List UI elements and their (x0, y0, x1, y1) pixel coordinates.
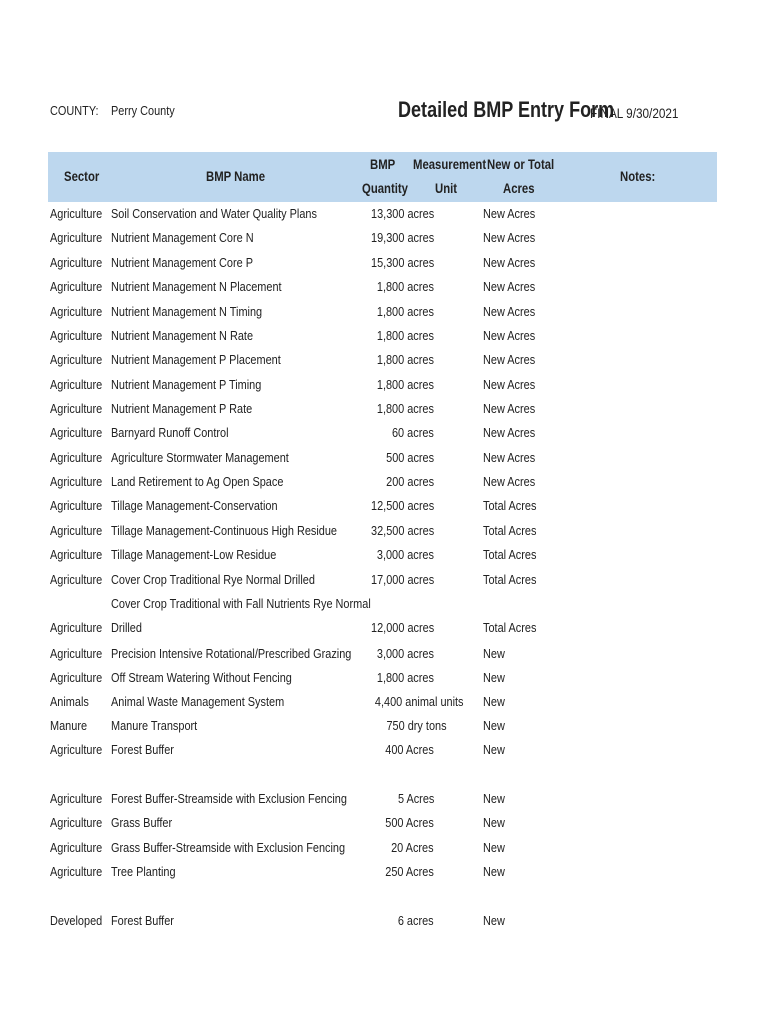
cell-sector: Developed (50, 913, 103, 928)
cell-sector: Agriculture (50, 352, 103, 367)
cell-quantity: 200 acres (386, 474, 434, 489)
cell-sector: Agriculture (50, 840, 103, 855)
cell-quantity: 1,800 acres (376, 401, 434, 416)
col-notes: Notes: (620, 169, 656, 184)
cell-sector: Agriculture (50, 523, 103, 538)
table-row (0, 206, 770, 224)
cell-bmp-name: Cover Crop Traditional Rye Normal Drilled (111, 572, 315, 587)
cell-sector: Agriculture (50, 498, 103, 513)
cell-new-total: New Acres (483, 377, 536, 392)
col-new-total-line2: Acres (503, 181, 535, 196)
cell-quantity: 3,000 acres (376, 547, 434, 562)
col-bmp-quantity-line1: BMP (370, 157, 396, 172)
cell-sector: Agriculture (50, 474, 103, 489)
cell-quantity: 4,400 animal units (375, 694, 464, 709)
cell-new-total: New Acres (483, 255, 536, 270)
cell-bmp-name: Forest Buffer (111, 913, 174, 928)
cell-new-total: New (483, 718, 505, 733)
cell-bmp-name: Forest Buffer (111, 742, 174, 757)
cell-sector: Agriculture (50, 425, 103, 440)
table-row (0, 670, 770, 688)
final-date: FINAL 9/30/2021 (590, 105, 679, 121)
cell-quantity: 500 Acres (385, 815, 434, 830)
cell-new-total: New Acres (483, 352, 536, 367)
cell-bmp-name: Nutrient Management Core P (111, 255, 254, 270)
cell-sector: Agriculture (50, 279, 103, 294)
cell-sector: Agriculture (50, 646, 103, 661)
cell-new-total: New Acres (483, 328, 536, 343)
table-row (0, 646, 770, 664)
cell-new-total: New (483, 913, 505, 928)
col-measurement-unit-line1: Measurement (413, 157, 487, 172)
table-row (0, 401, 770, 419)
cell-quantity: 19,300 acres (370, 230, 434, 245)
county-label: COUNTY: (50, 103, 99, 118)
cell-quantity: 5 Acres (397, 791, 434, 806)
table-row (0, 352, 770, 370)
table-row (0, 742, 770, 760)
cell-bmp-name: Nutrient Management N Placement (111, 279, 282, 294)
table-row (0, 377, 770, 395)
col-measurement-unit-line2: Unit (435, 181, 458, 196)
cell-sector: Agriculture (50, 620, 103, 635)
col-new-total-line1: New or Total (487, 157, 555, 172)
cell-quantity: 500 acres (386, 450, 434, 465)
table-row (0, 255, 770, 273)
cell-bmp-name: Precision Intensive Rotational/Prescribed Grazing (111, 646, 352, 661)
cell-quantity: 6 acres (398, 913, 434, 928)
county-value: Perry County (111, 103, 175, 118)
cell-sector: Agriculture (50, 547, 103, 562)
cell-new-total: New Acres (483, 304, 536, 319)
cell-quantity: 3,000 acres (376, 646, 434, 661)
cell-sector: Agriculture (50, 230, 103, 245)
cell-bmp-name: Grass Buffer (111, 815, 173, 830)
table-row (0, 279, 770, 297)
cell-new-total: New (483, 646, 505, 661)
cell-sector: Agriculture (50, 401, 103, 416)
cell-bmp-name: Nutrient Management P Placement (111, 352, 281, 367)
cell-quantity: 1,800 acres (376, 304, 434, 319)
cell-new-total: New (483, 742, 505, 757)
cell-bmp-name: Nutrient Management Core N (111, 230, 254, 245)
cell-quantity: 1,800 acres (376, 279, 434, 294)
table-row (0, 304, 770, 322)
cell-sector: Manure (50, 718, 88, 733)
page-title: Detailed BMP Entry Form (398, 97, 615, 122)
cell-bmp-name: Nutrient Management N Rate (111, 328, 254, 343)
cell-bmp-name-line1: Cover Crop Traditional with Fall Nutrients Rye Normal (111, 596, 371, 611)
cell-new-total: Total Acres (483, 620, 537, 635)
table-row (0, 840, 770, 858)
cell-bmp-name: Nutrient Management N Timing (111, 304, 263, 319)
table-row (0, 328, 770, 346)
cell-sector: Agriculture (50, 255, 103, 270)
cell-quantity: 1,800 acres (376, 670, 434, 685)
table-row (0, 450, 770, 468)
cell-bmp-name: Off Stream Watering Without Fencing (111, 670, 292, 685)
cell-new-total: New (483, 864, 505, 879)
cell-new-total: New (483, 791, 505, 806)
table-row (0, 523, 770, 541)
cell-bmp-name: Nutrient Management P Rate (111, 401, 253, 416)
cell-quantity: 17,000 acres (370, 572, 434, 587)
cell-sector: Agriculture (50, 815, 103, 830)
cell-new-total: New (483, 670, 505, 685)
cell-bmp-name: Grass Buffer-Streamside with Exclusion Fencing (111, 840, 346, 855)
cell-new-total: New (483, 815, 505, 830)
cell-new-total: New Acres (483, 230, 536, 245)
cell-bmp-name: Tillage Management-Low Residue (111, 547, 277, 562)
cell-sector: Agriculture (50, 670, 103, 685)
cell-quantity: 20 Acres (391, 840, 434, 855)
table-row (0, 230, 770, 248)
cell-quantity: 1,800 acres (376, 328, 434, 343)
cell-quantity: 1,800 acres (376, 352, 434, 367)
col-bmp-quantity-line2: Quantity (362, 181, 409, 196)
cell-bmp-name: Land Retirement to Ag Open Space (111, 474, 284, 489)
cell-sector: Agriculture (50, 450, 103, 465)
cell-sector: Agriculture (50, 304, 103, 319)
table-row (0, 718, 770, 736)
cell-new-total: New (483, 840, 505, 855)
cell-bmp-name: Soil Conservation and Water Quality Plans (111, 206, 317, 221)
table-row (0, 864, 770, 882)
cell-sector: Agriculture (50, 742, 103, 757)
cell-sector: Agriculture (50, 572, 103, 587)
cell-new-total: New Acres (483, 425, 536, 440)
cell-sector: Agriculture (50, 791, 103, 806)
cell-sector: Agriculture (50, 328, 103, 343)
cell-bmp-name: Agriculture Stormwater Management (111, 450, 289, 465)
cell-quantity: 13,300 acres (370, 206, 434, 221)
table-row (0, 694, 770, 712)
cell-sector: Agriculture (50, 377, 103, 392)
cell-quantity: 12,500 acres (370, 498, 434, 513)
table-row (0, 815, 770, 833)
cell-quantity: 32,500 acres (370, 523, 434, 538)
cell-new-total: Total Acres (483, 523, 537, 538)
cell-bmp-name: Tillage Management-Continuous High Residue (111, 523, 338, 538)
cell-bmp-name: Manure Transport (111, 718, 198, 733)
cell-bmp-name: Nutrient Management P Timing (111, 377, 262, 392)
cell-bmp-name: Tillage Management-Conservation (111, 498, 278, 513)
cell-quantity: 250 Acres (385, 864, 434, 879)
cell-bmp-name: Animal Waste Management System (111, 694, 285, 709)
cell-sector: Agriculture (50, 864, 103, 879)
table-row (0, 425, 770, 443)
cell-bmp-name: Barnyard Runoff Control (111, 425, 229, 440)
cell-quantity: 60 acres (392, 425, 434, 440)
cell-new-total: New Acres (483, 401, 536, 416)
cell-quantity: 400 Acres (385, 742, 434, 757)
table-row (0, 791, 770, 809)
cell-new-total: New Acres (483, 206, 536, 221)
table-row (0, 474, 770, 492)
cell-quantity: 12,000 acres (370, 620, 434, 635)
cell-new-total: Total Acres (483, 572, 537, 587)
cell-quantity: 15,300 acres (370, 255, 434, 270)
cell-new-total: New (483, 694, 505, 709)
table-row (0, 913, 770, 931)
col-bmp-name: BMP Name (206, 169, 266, 184)
cell-new-total: New Acres (483, 450, 536, 465)
table-row (0, 572, 770, 590)
table-row (0, 547, 770, 565)
cell-quantity: 1,800 acres (376, 377, 434, 392)
table-row (0, 498, 770, 516)
cell-bmp-name: Drilled (111, 620, 142, 635)
cell-quantity: 750 dry tons (386, 718, 447, 733)
cell-sector: Agriculture (50, 206, 103, 221)
cell-new-total: New Acres (483, 474, 536, 489)
cell-bmp-name: Forest Buffer-Streamside with Exclusion Fencing (111, 791, 347, 806)
cell-bmp-name: Tree Planting (111, 864, 176, 879)
cell-new-total: New Acres (483, 279, 536, 294)
cell-new-total: Total Acres (483, 498, 537, 513)
col-sector: Sector (64, 169, 100, 184)
cell-sector: Animals (50, 694, 89, 709)
cell-new-total: Total Acres (483, 547, 537, 562)
table-row (0, 620, 770, 638)
